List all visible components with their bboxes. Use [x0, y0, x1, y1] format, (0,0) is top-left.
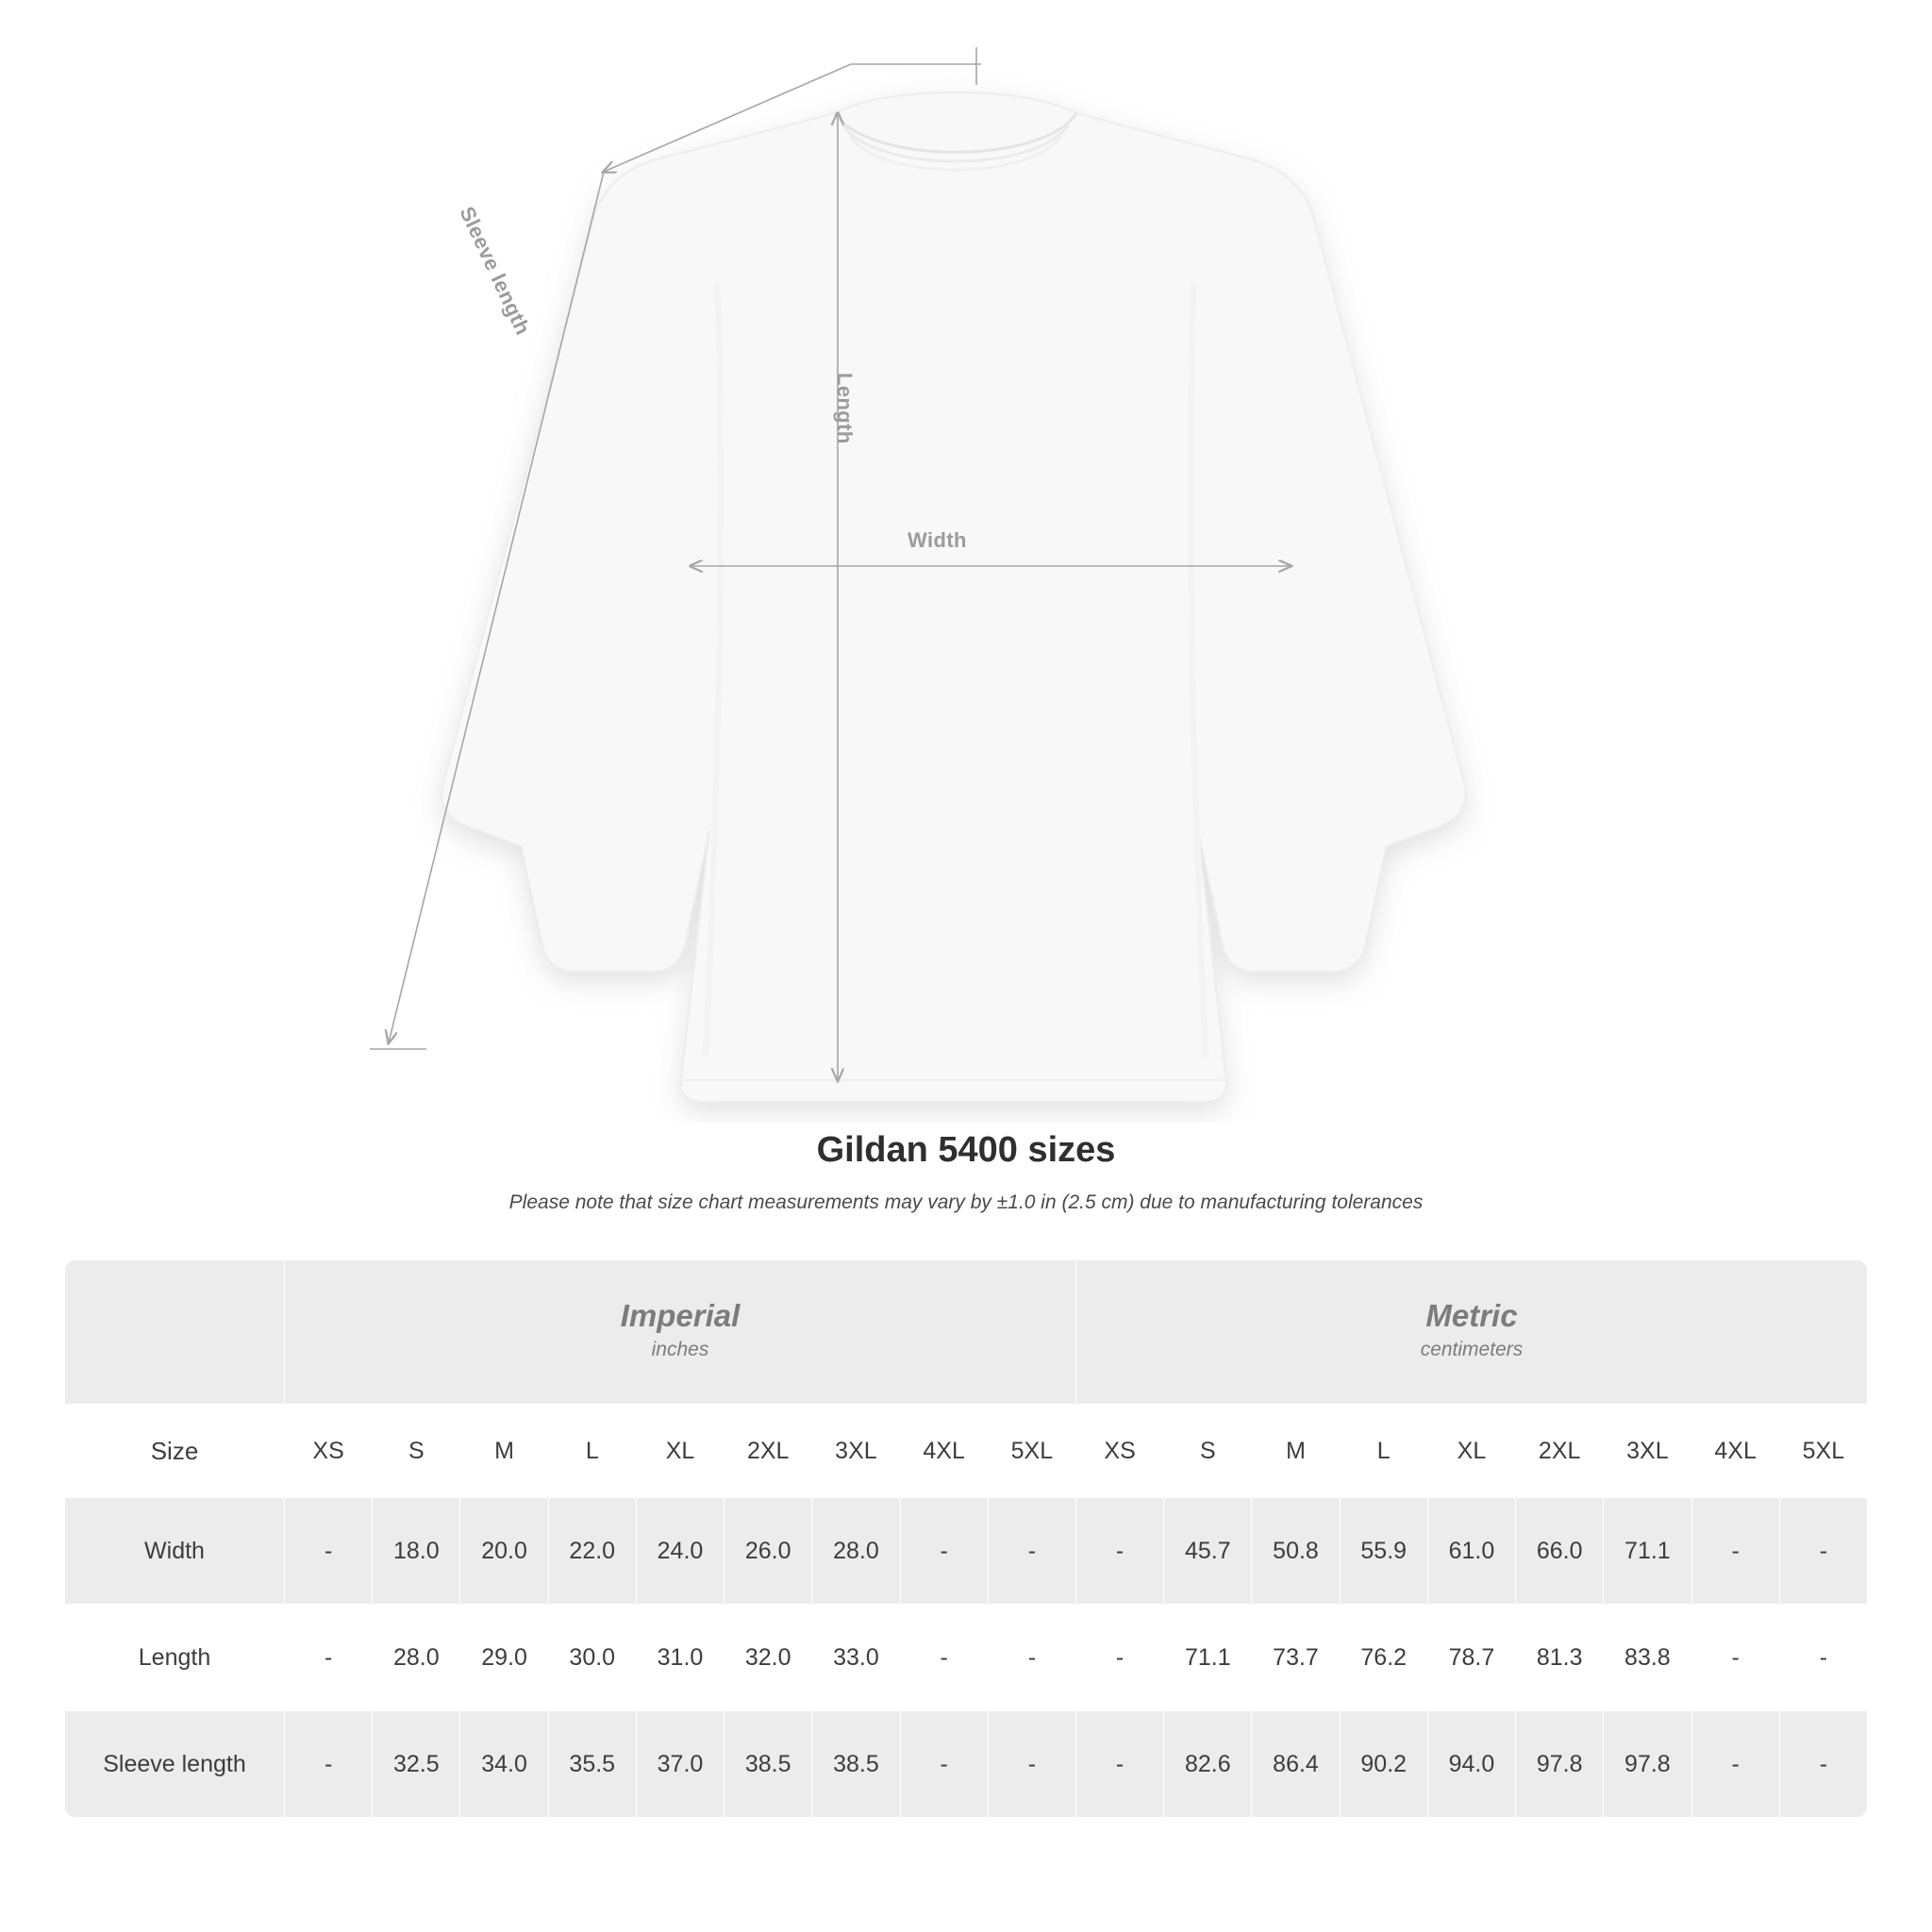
- size-header-row: [65, 1405, 1868, 1498]
- cell-width-imp-xl: 24.0: [636, 1498, 724, 1605]
- size-table: [64, 1259, 1868, 1818]
- unit-group-imperial-name: Imperial: [620, 1298, 741, 1334]
- cell-width-met-3xl: 71.1: [1604, 1498, 1691, 1605]
- cell-sleeve-imp-xl: 37.0: [636, 1711, 724, 1818]
- cell-length-met-5xl: -: [1779, 1605, 1867, 1711]
- cell-sleeve-met-4xl: -: [1691, 1711, 1779, 1818]
- cell-length-met-3xl: 83.8: [1604, 1605, 1691, 1711]
- unit-header-row: [65, 1260, 1868, 1405]
- cell-sleeve-imp-l: 35.5: [548, 1711, 636, 1818]
- size-col-imperial-4xl: 4XL: [900, 1405, 988, 1498]
- shirt-shape: [441, 92, 1465, 1102]
- cell-length-imp-xs: -: [285, 1605, 373, 1711]
- size-col-metric-s: S: [1164, 1405, 1252, 1498]
- cell-length-imp-xl: 31.0: [636, 1605, 724, 1711]
- size-col-imperial-m: M: [460, 1405, 548, 1498]
- cell-sleeve-imp-m: 34.0: [460, 1711, 548, 1818]
- table-row: [65, 1605, 1868, 1711]
- cell-sleeve-imp-s: 32.5: [373, 1711, 460, 1818]
- cell-sleeve-imp-xs: -: [285, 1711, 373, 1818]
- cell-length-imp-4xl: -: [900, 1605, 988, 1711]
- cell-length-met-m: 73.7: [1252, 1605, 1340, 1711]
- unit-header-spacer: [65, 1260, 285, 1405]
- cell-width-imp-s: 18.0: [373, 1498, 460, 1605]
- size-col-imperial-xl: XL: [636, 1405, 724, 1498]
- cell-width-met-xl: 61.0: [1427, 1498, 1515, 1605]
- size-col-imperial-s: S: [373, 1405, 460, 1498]
- unit-group-imperial: [285, 1260, 1076, 1405]
- cell-length-met-xl: 78.7: [1427, 1605, 1515, 1711]
- size-header-cell: Size: [65, 1405, 285, 1498]
- size-col-imperial-2xl: 2XL: [724, 1405, 812, 1498]
- size-col-metric-5xl: 5XL: [1779, 1405, 1867, 1498]
- size-col-imperial-xs: XS: [285, 1405, 373, 1498]
- size-col-imperial-5xl: 5XL: [988, 1405, 1075, 1498]
- cell-width-imp-l: 22.0: [548, 1498, 636, 1605]
- tolerance-note: Please note that size chart measurements may vary by ±1.0 in (2.5 cm) due to manufacturing tolerances: [508, 1191, 1424, 1213]
- cell-sleeve-met-s: 82.6: [1164, 1711, 1252, 1818]
- size-col-imperial-l: L: [548, 1405, 636, 1498]
- size-col-metric-4xl: 4XL: [1691, 1405, 1779, 1498]
- length-label: Length: [833, 373, 857, 444]
- row-label-length: Length: [65, 1605, 285, 1711]
- cell-length-met-s: 71.1: [1164, 1605, 1252, 1711]
- cell-width-imp-2xl: 26.0: [724, 1498, 812, 1605]
- unit-group-metric: [1075, 1260, 1867, 1405]
- unit-group-imperial-unit: inches: [651, 1339, 709, 1361]
- cell-sleeve-met-l: 90.2: [1340, 1711, 1427, 1818]
- size-col-metric-xl: XL: [1427, 1405, 1515, 1498]
- cell-sleeve-met-m: 86.4: [1252, 1711, 1340, 1818]
- table-row: [65, 1498, 1868, 1605]
- cell-width-imp-5xl: -: [988, 1498, 1075, 1605]
- size-col-imperial-3xl: 3XL: [812, 1405, 900, 1498]
- cell-sleeve-imp-3xl: 38.5: [812, 1711, 900, 1818]
- cell-width-met-2xl: 66.0: [1516, 1498, 1604, 1605]
- cell-width-imp-xs: -: [285, 1498, 373, 1605]
- size-col-metric-l: L: [1340, 1405, 1427, 1498]
- cell-length-imp-l: 30.0: [548, 1605, 636, 1711]
- page-title: Gildan 5400 sizes: [816, 1130, 1116, 1170]
- cell-length-imp-5xl: -: [988, 1605, 1075, 1711]
- cell-length-imp-2xl: 32.0: [724, 1605, 812, 1711]
- sleeve-length-label: Sleeve length: [455, 203, 536, 339]
- cell-length-met-xs: -: [1075, 1605, 1163, 1711]
- cell-width-imp-m: 20.0: [460, 1498, 548, 1605]
- cell-sleeve-met-3xl: 97.8: [1604, 1711, 1691, 1818]
- cell-width-met-4xl: -: [1691, 1498, 1779, 1605]
- cell-sleeve-imp-2xl: 38.5: [724, 1711, 812, 1818]
- cell-width-met-xs: -: [1075, 1498, 1163, 1605]
- size-col-metric-3xl: 3XL: [1604, 1405, 1691, 1498]
- cell-width-imp-3xl: 28.0: [812, 1498, 900, 1605]
- unit-group-metric-unit: centimeters: [1420, 1339, 1524, 1361]
- cell-sleeve-met-2xl: 97.8: [1516, 1711, 1604, 1818]
- cell-length-met-l: 76.2: [1340, 1605, 1427, 1711]
- size-col-metric-xs: XS: [1075, 1405, 1163, 1498]
- cell-sleeve-met-xl: 94.0: [1427, 1711, 1515, 1818]
- cell-sleeve-imp-4xl: -: [900, 1711, 988, 1818]
- width-label: Width: [908, 528, 967, 552]
- cell-sleeve-met-xs: -: [1075, 1711, 1163, 1818]
- cell-width-met-m: 50.8: [1252, 1498, 1340, 1605]
- cell-length-imp-3xl: 33.0: [812, 1605, 900, 1711]
- cell-width-met-l: 55.9: [1340, 1498, 1427, 1605]
- cell-sleeve-met-5xl: -: [1779, 1711, 1867, 1818]
- cell-length-imp-m: 29.0: [460, 1605, 548, 1711]
- row-label-sleeve-length: Sleeve length: [65, 1711, 285, 1818]
- cell-length-met-4xl: -: [1691, 1605, 1779, 1711]
- cell-width-met-s: 45.7: [1164, 1498, 1252, 1605]
- cell-width-met-5xl: -: [1779, 1498, 1867, 1605]
- size-col-metric-2xl: 2XL: [1516, 1405, 1604, 1498]
- cell-length-imp-s: 28.0: [373, 1605, 460, 1711]
- size-col-metric-m: M: [1252, 1405, 1340, 1498]
- cell-length-met-2xl: 81.3: [1516, 1605, 1604, 1711]
- cell-width-imp-4xl: -: [900, 1498, 988, 1605]
- row-label-width: Width: [65, 1498, 285, 1605]
- table-row: [65, 1711, 1868, 1818]
- size-table-wrapper: [64, 1259, 1868, 1818]
- unit-group-metric-name: Metric: [1425, 1298, 1518, 1334]
- cell-sleeve-imp-5xl: -: [988, 1711, 1075, 1818]
